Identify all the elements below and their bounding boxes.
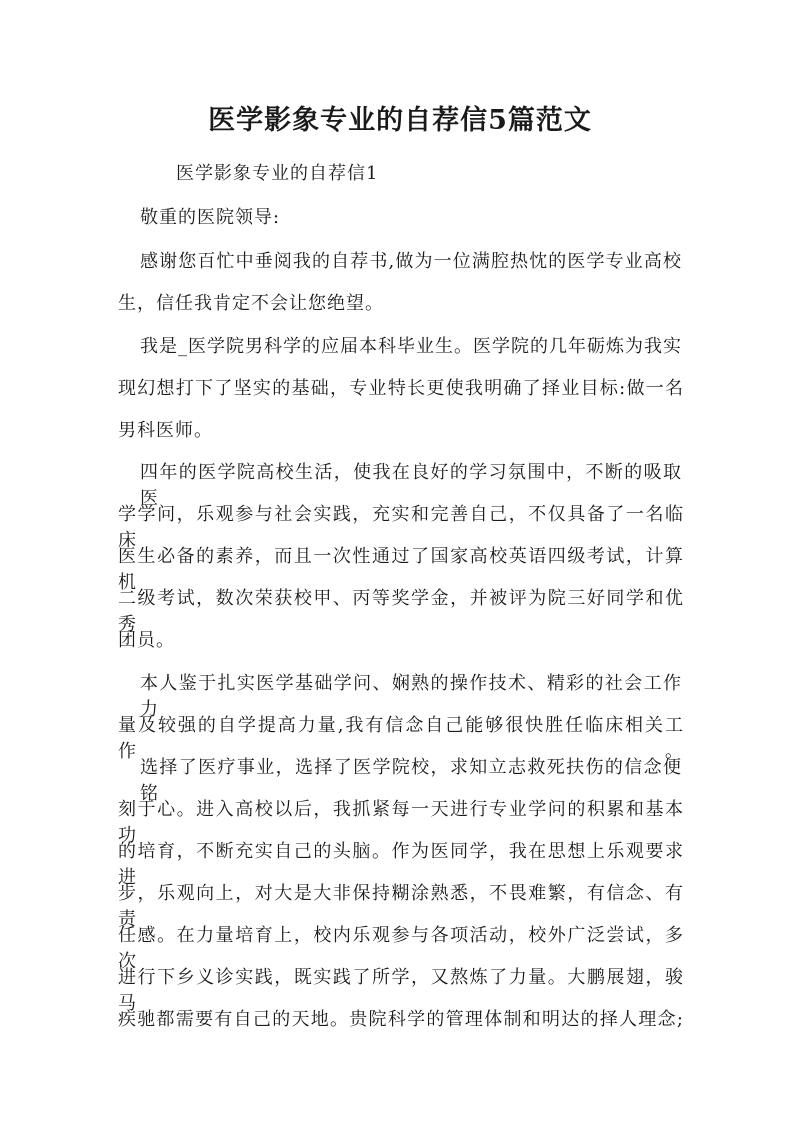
- paragraph-5-line-4: 步，乐观向上，对大是大非保持糊涂熟悉，不畏难繁，有信念、有责: [118, 883, 684, 930]
- paragraph-3-line-4: 二级考试，数次荣获校甲、丙等奖学金，并被评为院三好同学和优秀: [118, 588, 684, 635]
- paragraph-4-line-1: 本人鉴于扎实医学基础学问、娴熟的操作技术、精彩的社会工作力: [140, 673, 682, 720]
- paragraph-5-line-7: 疾驰都需要有自己的天地。贵院科学的管理体制和明达的择人理念;: [118, 1009, 684, 1030]
- paragraph-2-line-3: 男科医师。: [118, 420, 213, 441]
- paragraph-3-line-3: 医生必备的素养，而且一次性通过了国家高校英语四级考试，计算机: [118, 546, 684, 593]
- salutation: 敬重的医院领导:: [140, 207, 281, 228]
- paragraph-3-line-2: 学学问，乐观参与社会实践，充实和完善自己，不仅具备了一名临床: [118, 504, 684, 551]
- paragraph-2-line-2: 现幻想打下了坚实的基础，专业特长更使我明确了择业目标:做一名: [118, 378, 684, 399]
- paragraph-5-line-2: 刻于心。进入高校以后，我抓紧每一天进行专业学问的积累和基本功: [118, 799, 684, 846]
- paragraph-1-line-1: 感谢您百忙中垂阅我的自荐书,做为一位满腔热忱的医学专业高校: [140, 251, 682, 272]
- paragraph-2-line-1: 我是_医学院男科学的应届本科毕业生。医学院的几年砺炼为我实: [140, 336, 682, 357]
- paragraph-4-line-2: 量及较强的自学提高力量,我有信念自己能够很快胜任临床相关工作。: [118, 715, 684, 762]
- document-title: 医学影象专业的自荐信5篇范文: [208, 105, 592, 136]
- letter-heading: 医学影象专业的自荐信1: [176, 163, 379, 184]
- paragraph-1-line-2: 生，信任我肯定不会让您绝望。: [118, 293, 384, 314]
- paragraph-3-line-1: 四年的医学院高校生活，使我在良好的学习氛围中，不断的吸取医: [140, 462, 682, 509]
- paragraph-5-line-6: 进行下乡义诊实践，既实践了所学，又熬炼了力量。大鹏展翅，骏马: [118, 967, 684, 1014]
- paragraph-5-line-5: 任感。在力量培育上，校内乐观参与各项活动，校外广泛尝试，多次: [118, 925, 684, 972]
- paragraph-3-line-5: 团员。: [118, 630, 175, 651]
- paragraph-5-line-3: 的培育，不断充实自己的头脑。作为医同学，我在思想上乐观要求进: [118, 841, 684, 888]
- paragraph-5-line-1: 选择了医疗事业，选择了医学院校，求知立志救死扶伤的信念便铭: [140, 757, 682, 804]
